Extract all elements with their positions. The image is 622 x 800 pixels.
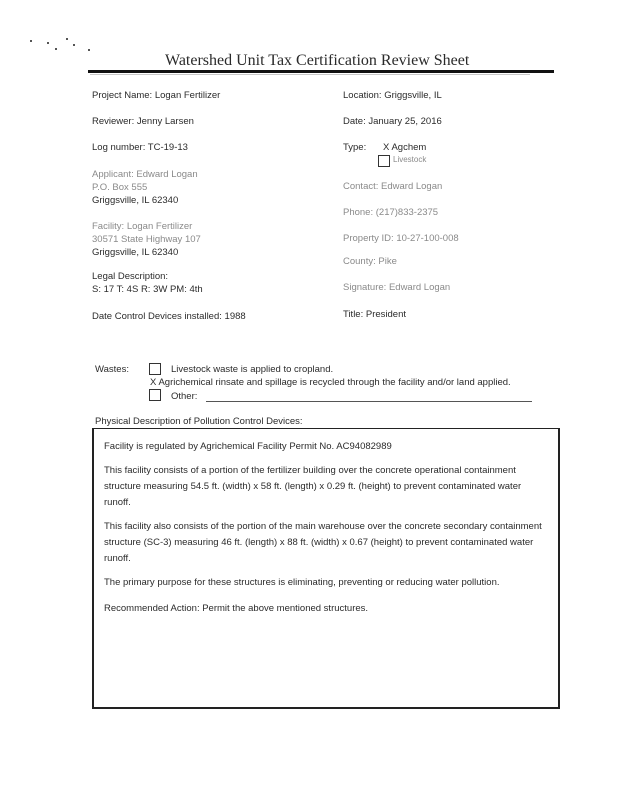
wastes-option-livestock: Livestock waste is applied to cropland. — [171, 364, 334, 375]
project-name: Project Name: Logan Fertilizer — [92, 90, 221, 101]
livestock-waste-checkbox[interactable] — [149, 363, 161, 375]
signature: Signature: Edward Logan — [343, 282, 451, 293]
facility-line1: Facility: Logan Fertilizer — [92, 221, 193, 232]
type-livestock: Livestock — [393, 155, 427, 164]
reviewer: Reviewer: Jenny Larsen — [92, 116, 194, 127]
title-rule-shadow — [90, 74, 530, 75]
applicant-line3: Griggsville, IL 62340 — [92, 195, 179, 206]
description-permit: Facility is regulated by Agrichemical Facility Permit No. AC94082989 — [104, 441, 392, 452]
facility-line2: 30571 State Highway 107 — [92, 234, 201, 245]
scan-speck — [66, 38, 68, 40]
contact: Contact: Edward Logan — [343, 181, 443, 192]
signer-title: Title: President — [343, 309, 407, 320]
description-purpose: The primary purpose for these structures is eliminating, preventing or reducing water pollution. — [104, 577, 500, 588]
wastes-option-agrichemical: X Agrichemical rinsate and spillage is recycled through the facility and/or land applied. — [150, 377, 511, 388]
applicant-line2: P.O. Box 555 — [92, 182, 148, 193]
scan-speck — [73, 44, 75, 46]
other-underline — [206, 401, 532, 402]
other-waste-checkbox[interactable] — [149, 389, 161, 401]
physical-description-heading: Physical Description of Pollution Control Devices: — [95, 416, 303, 427]
legal-description-value: S: 17 T: 4S R: 3W PM: 4th — [92, 284, 203, 295]
scan-speck — [55, 48, 57, 50]
page-title: Watershed Unit Tax Certification Review Sheet — [165, 52, 470, 69]
title-rule — [88, 70, 554, 73]
wastes-option-other: Other: — [171, 391, 198, 402]
applicant-line1: Applicant: Edward Logan — [92, 169, 198, 180]
recommended-action: Recommended Action: Permit the above mentioned structures. — [104, 603, 369, 614]
property-id: Property ID: 10-27-100-008 — [343, 233, 459, 244]
physical-description-box — [92, 428, 560, 709]
wastes-label: Wastes: — [95, 364, 129, 375]
description-structure-1: This facility consists of a portion of the fertilizer building over the concrete operational containment structure measuring 54.5 ft. (width) x 58 ft. (length) x 0.29 ft. (height) to prevent contaminated water runoff. — [104, 465, 522, 508]
log-number: Log number: TC-19-13 — [92, 142, 188, 153]
date-installed: Date Control Devices installed: 1988 — [92, 311, 246, 322]
description-structure-2: This facility also consists of the portion of the main warehouse over the concrete secondary containment structure (SC-3) measuring 46 ft. (length) x 88 ft. (width) x 0.67 (height) to prevent contaminated water runoff. — [104, 521, 542, 564]
scan-speck — [30, 40, 32, 42]
facility-line3: Griggsville, IL 62340 — [92, 247, 179, 258]
livestock-type-checkbox[interactable] — [378, 155, 390, 167]
location: Location: Griggsville, IL — [343, 90, 442, 101]
date: Date: January 25, 2016 — [343, 116, 442, 127]
type-label: Type: — [343, 142, 367, 153]
scan-speck — [47, 42, 49, 44]
county: County: Pike — [343, 256, 397, 267]
type-agchem: X Agchem — [383, 142, 427, 153]
legal-description-label: Legal Description: — [92, 271, 169, 282]
scan-speck — [88, 49, 90, 51]
phone: Phone: (217)833-2375 — [343, 207, 439, 218]
